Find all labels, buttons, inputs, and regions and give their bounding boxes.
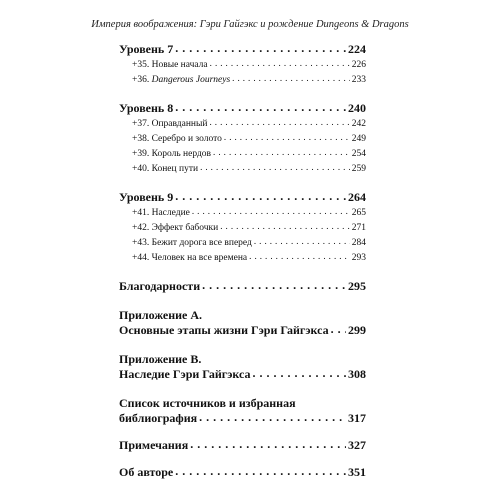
section-title: Об авторе	[119, 465, 174, 479]
page-number: 242	[351, 119, 366, 129]
dot-leader	[209, 117, 349, 127]
toc-chapter-35[interactable]	[119, 59, 366, 74]
page-number: 233	[351, 75, 366, 85]
toc-appendix-b[interactable]	[119, 367, 366, 384]
dot-leader	[175, 41, 346, 56]
chapter-label	[132, 149, 211, 159]
chapter-label	[132, 134, 222, 144]
page-number: 351	[348, 465, 366, 479]
chapter-number: +41.	[132, 208, 150, 218]
dot-leader	[190, 437, 346, 452]
dot-leader	[210, 58, 350, 68]
page-number: 226	[351, 60, 366, 70]
bibliography-heading: Список источников и избранная	[119, 396, 296, 410]
page-number: 249	[351, 134, 366, 144]
chapter-title: Новые начала	[151, 60, 208, 70]
toc-level-7[interactable]	[119, 42, 366, 59]
chapter-number: +35.	[132, 60, 150, 70]
chapter-number: +42.	[132, 223, 150, 233]
level-title: Уровень 7	[119, 42, 174, 56]
chapter-number: +39.	[132, 149, 150, 159]
dot-leader	[253, 366, 347, 381]
level-title: Уровень 8	[119, 101, 174, 115]
toc-chapter-42[interactable]	[119, 222, 366, 237]
page-number: 224	[348, 42, 366, 56]
chapter-label	[132, 238, 252, 248]
chapter-title: Король нердов	[151, 149, 212, 159]
appendix-b-heading: Приложение B.	[119, 352, 202, 366]
page-number: 271	[351, 223, 366, 233]
chapter-title: Оправданный	[151, 119, 208, 129]
toc-chapter-37[interactable]	[119, 118, 366, 133]
page-number: 293	[351, 253, 366, 263]
page-number: 265	[351, 208, 366, 218]
dot-leader	[220, 221, 350, 231]
toc-about-author[interactable]	[119, 465, 366, 482]
chapter-label	[132, 208, 190, 218]
toc-chapter-41[interactable]	[119, 207, 366, 222]
section-title: Наследие Гэри Гайгэкса	[119, 367, 251, 381]
page-number: 308	[348, 367, 366, 381]
page-number: 240	[348, 101, 366, 115]
running-head	[0, 19, 500, 30]
toc-notes[interactable]	[119, 438, 366, 455]
dot-leader	[224, 132, 350, 142]
page-number: 317	[348, 411, 366, 425]
page-number: 299	[348, 323, 366, 337]
dot-leader	[249, 251, 350, 261]
dot-leader	[254, 236, 350, 246]
chapter-title: Конец пути	[151, 164, 199, 174]
level-title: Уровень 9	[119, 190, 174, 204]
toc-appendix-a[interactable]	[119, 323, 366, 340]
section-title: Примечания	[119, 438, 189, 452]
page-number: 284	[351, 238, 366, 248]
chapter-label	[132, 119, 207, 129]
page-number: 295	[348, 279, 366, 293]
chapter-number: +37.	[132, 119, 150, 129]
dot-leader	[192, 206, 350, 216]
dot-leader	[199, 410, 346, 425]
dot-leader	[213, 147, 350, 157]
chapter-number: +44.	[132, 253, 150, 263]
chapter-label	[132, 75, 230, 85]
dot-leader	[331, 322, 346, 337]
toc-chapter-36[interactable]	[119, 74, 366, 89]
chapter-number: +43.	[132, 238, 150, 248]
chapter-title: Бежит дорога все вперед	[151, 238, 252, 248]
chapter-title: Наследие	[151, 208, 190, 218]
chapter-number: +38.	[132, 134, 150, 144]
section-title: Основные этапы жизни Гэри Гайгэкса	[119, 323, 329, 337]
chapter-title: Серебро и золото	[151, 134, 222, 144]
chapter-label	[132, 60, 208, 70]
page-number: 259	[351, 164, 366, 174]
dot-leader	[175, 464, 346, 479]
toc-level-9[interactable]	[119, 190, 366, 207]
page-number: 254	[351, 149, 366, 159]
chapter-title: Человек на все времена	[151, 253, 248, 263]
chapter-label	[132, 164, 198, 174]
toc-acknowledgements[interactable]	[119, 279, 366, 296]
running-head-prefix: Империя воображения: Гэри Гайгэкс и рождение	[91, 19, 316, 30]
toc-bibliography[interactable]	[119, 411, 366, 428]
appendix-a-heading: Приложение А.	[119, 308, 203, 322]
page-number: 264	[348, 190, 366, 204]
dot-leader	[175, 100, 346, 115]
toc-chapter-39[interactable]	[119, 148, 366, 163]
section-title: библиография	[119, 411, 198, 425]
section-title: Благодарности	[119, 279, 201, 293]
dot-leader	[200, 162, 350, 172]
toc-chapter-38[interactable]	[119, 133, 366, 148]
dot-leader	[232, 73, 350, 83]
chapter-number: +36.	[132, 75, 150, 85]
chapter-title: Dangerous Journeys	[151, 75, 231, 85]
running-head-brand: Dungeons & Dragons	[315, 19, 409, 30]
toc-chapter-44[interactable]	[119, 252, 366, 267]
chapter-title: Эффект бабочки	[151, 223, 219, 233]
dot-leader	[202, 278, 346, 293]
dot-leader	[175, 189, 346, 204]
toc-chapter-40[interactable]	[119, 163, 366, 178]
chapter-label	[132, 253, 247, 263]
chapter-number: +40.	[132, 164, 150, 174]
page-number: 327	[348, 438, 366, 452]
table-of-contents	[119, 42, 366, 482]
chapter-label	[132, 223, 218, 233]
toc-chapter-43[interactable]	[119, 237, 366, 252]
toc-level-8[interactable]	[119, 101, 366, 118]
